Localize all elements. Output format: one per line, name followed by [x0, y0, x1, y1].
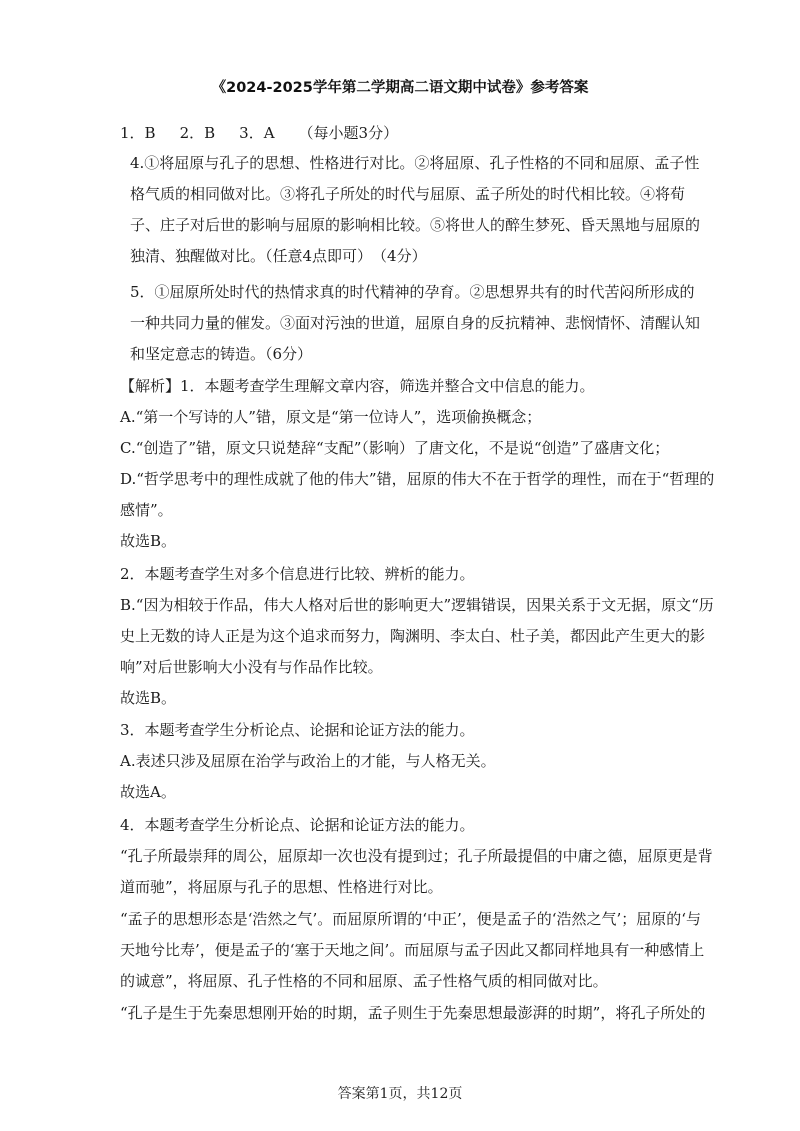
answer-2: 2．B: [179, 124, 216, 142]
answer-5-line-2: 一种共同力量的催发。③面对污浊的世道，屈原自身的反抗精神、悲悯情怀、清醒认知: [130, 314, 701, 332]
analysis-line: 故选B。: [120, 689, 177, 707]
analysis-line: 感情”。: [120, 501, 173, 519]
analysis-heading: 【解析】1．本题考查学生理解文章内容，筛选并整合文中信息的能力。: [120, 377, 595, 395]
page-footer: 答案第1页，共12页: [337, 1086, 463, 1102]
analysis-line: 2．本题考查学生对多个信息进行比较、辨析的能力。: [120, 565, 475, 583]
analysis-line: A.“第一个写诗的人”错，原文是“第一位诗人”，选项偷换概念；: [120, 408, 542, 426]
analysis-line: A.表述只涉及屈原在治学与政治上的才能，与人格无关。: [120, 752, 496, 770]
analysis-line: 的诚意”，将屈原、孔子性格的不同和屈原、孟子性格气质的相同做对比。: [120, 972, 608, 990]
analysis-line: 道而驰”，将屈原与孔子的思想、性格进行对比。: [120, 878, 443, 896]
analysis-line: 史上无数的诗人正是为这个追求而努力，陶渊明、李太白、杜子美，都因此产生更大的影: [120, 627, 706, 645]
answer-5-line-1: 5．①屈原所处时代的热情求真的时代精神的孕育。②思想界共有的时代苦闷所形成的: [130, 283, 695, 301]
analysis-line: 3．本题考查学生分析论点、论据和论证方法的能力。: [120, 721, 475, 739]
answer-row-1-3: [120, 123, 398, 143]
answer-5-line-3: 和坚定意志的铸造。（6分）: [130, 345, 313, 363]
analysis-line: 响”对后世影响大小没有与作品作比较。: [120, 658, 383, 676]
analysis-line: 故选A。: [120, 783, 176, 801]
answer-4-line-4: 独清、独醒做对比。（任意4点即可） （4分）: [130, 247, 427, 265]
analysis-line: 故选B。: [120, 532, 177, 550]
answer-4-line-2: 格气质的相同做对比。③将孔子所处的时代与屈原、孟子所处的时代相比较。④将荀: [130, 185, 686, 203]
analysis-line: D.“哲学思考中的理性成就了他的伟大”错，屈原的伟大不在于哲学的理性，而在于“哲理的: [120, 470, 715, 488]
answer-4-line-3: 子、庄子对后世的影响与屈原的影响相比较。⑤将世人的醉生梦死、昏天黑地与屈原的: [130, 216, 701, 234]
analysis-line: “孟子的思想形态是‘浩然之气’。而屈原所谓的‘中正’，便是孟子的‘浩然之气’；屈原的‘与: [120, 910, 702, 928]
score-note: （每小题3分）: [298, 124, 399, 142]
analysis-line: 4．本题考查学生分析论点、论据和论证方法的能力。: [120, 816, 475, 834]
answer-1: 1．B: [120, 124, 156, 142]
analysis-line: “孔子所最崇拜的周公，屈原却一次也没有提到过；孔子所最提倡的中庸之德，屈原更是背: [120, 847, 713, 865]
analysis-line: 天地兮比寿’，便是孟子的‘塞于天地之间’。而屈原与孟子因此又都同样地具有一种感情上: [120, 941, 705, 959]
page-title: 《2024-2025学年第二学期高二语文期中试卷》参考答案: [211, 80, 589, 96]
analysis-line: C.“创造了”错，原文只说楚辞“支配”（影响）了唐文化，不是说“创造”了盛唐文化；: [120, 439, 670, 457]
analysis-line: B.“因为相较于作品，伟大人格对后世的影响更大”逻辑错误，因果关系于文无据，原文“历: [120, 596, 714, 614]
answer-4-line-1: 4.①将屈原与孔子的思想、性格进行对比。②将屈原、孔子性格的不同和屈原、孟子性: [130, 154, 700, 172]
answer-3: 3．A: [239, 124, 275, 142]
analysis-line: “孔子是生于先秦思想刚开始的时期，孟子则生于先秦思想最澎湃的时期”，将孔子所处的: [120, 1004, 706, 1022]
